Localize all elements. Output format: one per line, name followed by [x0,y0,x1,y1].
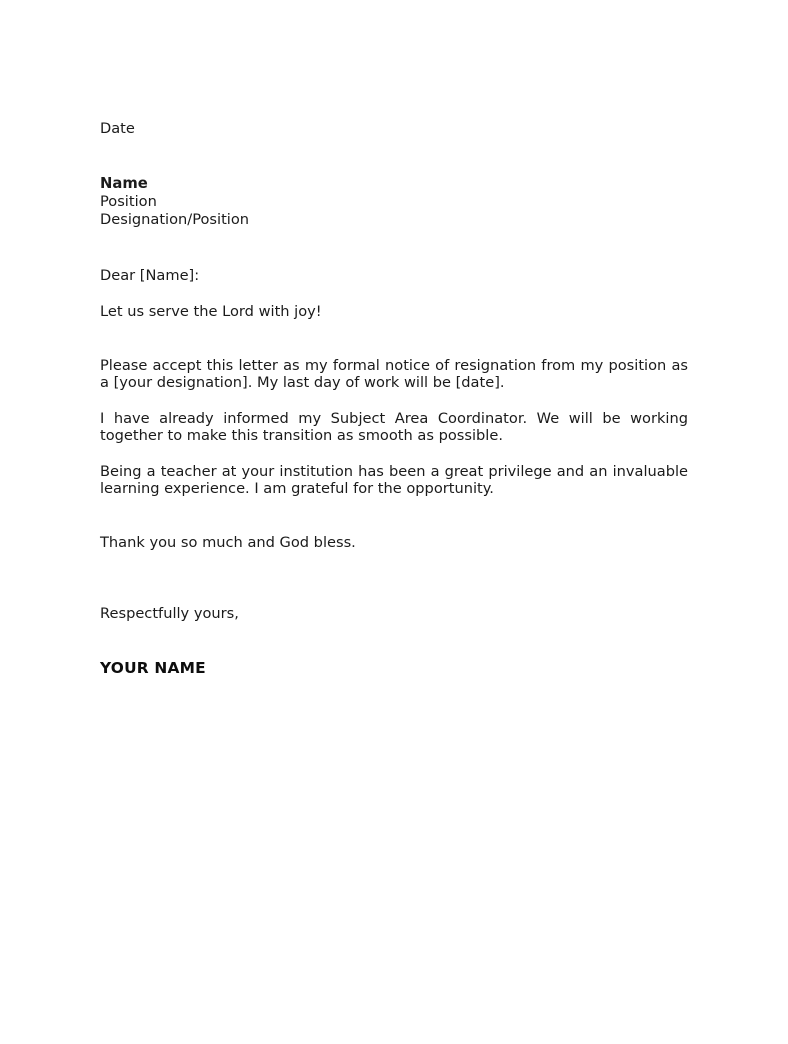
greeting-line: Let us serve the Lord with joy! [100,303,322,320]
date-line: Date [100,120,135,137]
salutation: Dear [Name]: [100,266,200,284]
spacer-closing-to-signature [100,623,688,659]
closing-line: Respectfully yours, [100,605,239,622]
recipient-position: Position [100,192,157,210]
spacer-thanks-to-closing [100,551,688,605]
spacer-date-to-recipient [100,138,688,174]
body-paragraph-3: Being a teacher at your institution has been a great privilege and an invaluable learning experience. I am grateful for the opportunity. [100,462,688,497]
spacer-paragraph-1-to-2 [100,392,688,410]
spacer-salutation-to-greeting [100,284,688,303]
body-paragraph-2: I have already informed my Subject Area Coordinator. We will be working together to make this transition as smooth as possible. [100,409,688,444]
thanks-line: Thank you so much and God bless. [100,533,356,551]
spacer-greeting-to-body [100,321,688,357]
body-paragraph-1: Please accept this letter as my formal notice of resignation from my position as a [your designation]. My last day of work will be [date]. [100,356,688,391]
spacer-paragraph-2-to-3 [100,445,688,463]
spacer-body-to-thanks [100,498,688,534]
signature-name: YOUR NAME [100,658,206,677]
recipient-name: Name [100,174,148,192]
letter-body [100,120,688,678]
spacer-recipient-to-salutation [100,230,688,267]
recipient-designation: Designation/Position [100,211,250,228]
